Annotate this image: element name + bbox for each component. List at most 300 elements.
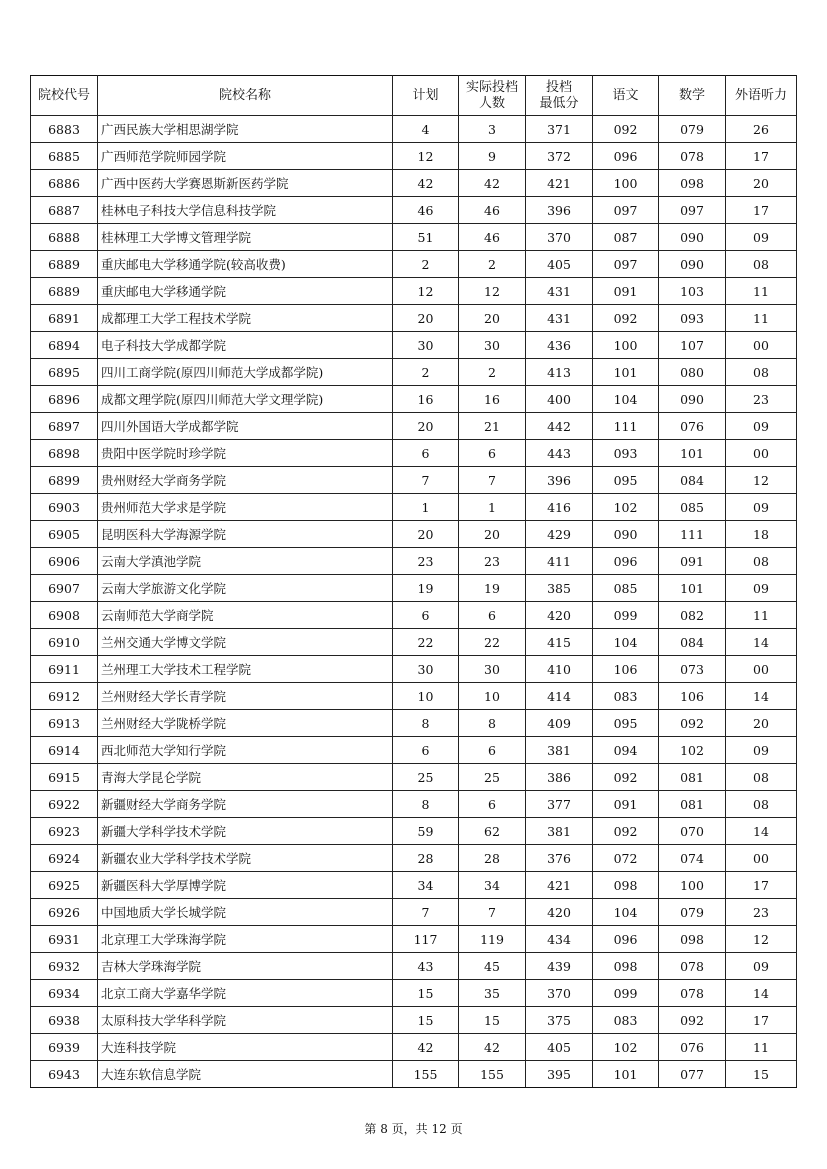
cell-plan: 23 [393, 548, 459, 575]
cell-code: 6887 [31, 197, 98, 224]
cell-chinese: 100 [593, 332, 659, 359]
cell-listening: 23 [726, 899, 797, 926]
cell-chinese: 102 [593, 1034, 659, 1061]
cell-code: 6891 [31, 305, 98, 332]
cell-listening: 17 [726, 1007, 797, 1034]
table-row [31, 305, 797, 332]
cell-code: 6914 [31, 737, 98, 764]
cell-name: 广西民族大学相思湖学院 [98, 116, 393, 143]
cell-math: 082 [659, 602, 726, 629]
cell-name: 新疆农业大学科学技术学院 [98, 845, 393, 872]
cell-name: 中国地质大学长城学院 [98, 899, 393, 926]
cell-chinese: 091 [593, 791, 659, 818]
cell-math: 092 [659, 710, 726, 737]
admission-score-table [30, 75, 797, 1088]
cell-plan: 15 [393, 980, 459, 1007]
table-row [31, 521, 797, 548]
cell-listening: 11 [726, 1034, 797, 1061]
cell-min-score: 411 [526, 548, 593, 575]
cell-min-score: 372 [526, 143, 593, 170]
cell-chinese: 091 [593, 278, 659, 305]
cell-name: 兰州财经大学陇桥学院 [98, 710, 393, 737]
cell-listening: 09 [726, 224, 797, 251]
cell-code: 6886 [31, 170, 98, 197]
cell-name: 西北师范大学知行学院 [98, 737, 393, 764]
cell-plan: 6 [393, 737, 459, 764]
cell-listening: 00 [726, 845, 797, 872]
cell-actual: 6 [459, 602, 526, 629]
cell-code: 6931 [31, 926, 98, 953]
cell-code: 6939 [31, 1034, 98, 1061]
cell-actual: 119 [459, 926, 526, 953]
cell-code: 6932 [31, 953, 98, 980]
table-row [31, 791, 797, 818]
cell-math: 084 [659, 467, 726, 494]
table-row [31, 359, 797, 386]
cell-actual: 30 [459, 656, 526, 683]
cell-listening: 20 [726, 170, 797, 197]
cell-chinese: 092 [593, 305, 659, 332]
header-name-label: 院校名称 [218, 87, 271, 103]
header-actual-line1: 实际投档 [465, 79, 518, 95]
cell-math: 073 [659, 656, 726, 683]
cell-code: 6943 [31, 1061, 98, 1088]
cell-listening: 08 [726, 548, 797, 575]
cell-plan: 2 [393, 251, 459, 278]
cell-min-score: 436 [526, 332, 593, 359]
table-body [31, 116, 797, 1088]
cell-math: 090 [659, 224, 726, 251]
cell-actual: 19 [459, 575, 526, 602]
cell-listening: 09 [726, 953, 797, 980]
cell-min-score: 381 [526, 818, 593, 845]
header-min-line2: 最低分 [539, 95, 579, 111]
cell-plan: 6 [393, 602, 459, 629]
header-listening [726, 76, 797, 116]
cell-min-score: 400 [526, 386, 593, 413]
cell-name: 云南大学滇池学院 [98, 548, 393, 575]
cell-math: 081 [659, 764, 726, 791]
table-row [31, 548, 797, 575]
cell-plan: 117 [393, 926, 459, 953]
cell-math: 079 [659, 899, 726, 926]
cell-math: 076 [659, 1034, 726, 1061]
cell-plan: 59 [393, 818, 459, 845]
cell-code: 6923 [31, 818, 98, 845]
cell-plan: 4 [393, 116, 459, 143]
header-math [659, 76, 726, 116]
cell-name: 云南师范大学商学院 [98, 602, 393, 629]
cell-code: 6934 [31, 980, 98, 1007]
table-row [31, 332, 797, 359]
cell-math: 101 [659, 575, 726, 602]
table-row [31, 899, 797, 926]
cell-listening: 08 [726, 791, 797, 818]
cell-listening: 09 [726, 494, 797, 521]
cell-math: 085 [659, 494, 726, 521]
cell-name: 大连东软信息学院 [98, 1061, 393, 1088]
cell-min-score: 405 [526, 251, 593, 278]
cell-listening: 17 [726, 197, 797, 224]
cell-actual: 30 [459, 332, 526, 359]
cell-actual: 23 [459, 548, 526, 575]
cell-actual: 1 [459, 494, 526, 521]
cell-math: 078 [659, 143, 726, 170]
cell-plan: 43 [393, 953, 459, 980]
cell-actual: 42 [459, 1034, 526, 1061]
table-row [31, 1034, 797, 1061]
cell-math: 101 [659, 440, 726, 467]
cell-chinese: 099 [593, 602, 659, 629]
cell-min-score: 414 [526, 683, 593, 710]
cell-math: 078 [659, 953, 726, 980]
cell-min-score: 431 [526, 305, 593, 332]
cell-listening: 17 [726, 872, 797, 899]
cell-chinese: 090 [593, 521, 659, 548]
cell-math: 092 [659, 1007, 726, 1034]
cell-min-score: 370 [526, 224, 593, 251]
cell-actual: 10 [459, 683, 526, 710]
cell-name: 桂林电子科技大学信息科技学院 [98, 197, 393, 224]
cell-name: 贵州财经大学商务学院 [98, 467, 393, 494]
cell-code: 6926 [31, 899, 98, 926]
cell-actual: 62 [459, 818, 526, 845]
cell-math: 091 [659, 548, 726, 575]
cell-code: 6906 [31, 548, 98, 575]
cell-plan: 8 [393, 710, 459, 737]
cell-actual: 21 [459, 413, 526, 440]
cell-name: 北京理工大学珠海学院 [98, 926, 393, 953]
cell-plan: 7 [393, 899, 459, 926]
cell-chinese: 098 [593, 872, 659, 899]
cell-min-score: 410 [526, 656, 593, 683]
cell-plan: 42 [393, 1034, 459, 1061]
cell-chinese: 101 [593, 1061, 659, 1088]
cell-chinese: 083 [593, 683, 659, 710]
cell-actual: 45 [459, 953, 526, 980]
cell-chinese: 098 [593, 953, 659, 980]
cell-plan: 20 [393, 413, 459, 440]
cell-listening: 15 [726, 1061, 797, 1088]
cell-math: 098 [659, 926, 726, 953]
cell-listening: 08 [726, 359, 797, 386]
header-min-line1: 投档 [545, 79, 572, 95]
cell-listening: 12 [726, 467, 797, 494]
table-row [31, 656, 797, 683]
cell-listening: 14 [726, 629, 797, 656]
cell-plan: 12 [393, 143, 459, 170]
cell-actual: 46 [459, 197, 526, 224]
cell-listening: 09 [726, 413, 797, 440]
cell-name: 新疆财经大学商务学院 [98, 791, 393, 818]
table-row [31, 710, 797, 737]
cell-min-score: 434 [526, 926, 593, 953]
cell-actual: 25 [459, 764, 526, 791]
cell-min-score: 381 [526, 737, 593, 764]
cell-code: 6911 [31, 656, 98, 683]
cell-name: 重庆邮电大学移通学院(较高收费) [98, 251, 393, 278]
cell-min-score: 413 [526, 359, 593, 386]
cell-min-score: 370 [526, 980, 593, 1007]
cell-actual: 12 [459, 278, 526, 305]
cell-name: 贵阳中医学院时珍学院 [98, 440, 393, 467]
cell-min-score: 377 [526, 791, 593, 818]
cell-code: 6895 [31, 359, 98, 386]
table-row [31, 980, 797, 1007]
cell-listening: 17 [726, 143, 797, 170]
cell-actual: 42 [459, 170, 526, 197]
cell-math: 097 [659, 197, 726, 224]
cell-name: 成都理工大学工程技术学院 [98, 305, 393, 332]
cell-actual: 20 [459, 305, 526, 332]
cell-chinese: 101 [593, 359, 659, 386]
cell-math: 106 [659, 683, 726, 710]
cell-chinese: 095 [593, 710, 659, 737]
cell-code: 6899 [31, 467, 98, 494]
cell-name: 广西中医药大学赛恩斯新医药学院 [98, 170, 393, 197]
cell-name: 广西师范学院师园学院 [98, 143, 393, 170]
table-row [31, 413, 797, 440]
cell-code: 6888 [31, 224, 98, 251]
cell-math: 090 [659, 386, 726, 413]
cell-min-score: 443 [526, 440, 593, 467]
cell-min-score: 386 [526, 764, 593, 791]
cell-chinese: 093 [593, 440, 659, 467]
cell-math: 103 [659, 278, 726, 305]
header-plan [393, 76, 459, 116]
cell-plan: 30 [393, 656, 459, 683]
header-code [31, 76, 98, 116]
cell-plan: 2 [393, 359, 459, 386]
cell-listening: 09 [726, 575, 797, 602]
cell-plan: 42 [393, 170, 459, 197]
cell-listening: 14 [726, 980, 797, 1007]
cell-chinese: 111 [593, 413, 659, 440]
cell-plan: 22 [393, 629, 459, 656]
cell-min-score: 431 [526, 278, 593, 305]
cell-min-score: 416 [526, 494, 593, 521]
cell-min-score: 396 [526, 467, 593, 494]
cell-name: 电子科技大学成都学院 [98, 332, 393, 359]
page-number: 第 8 页，共 12 页 [364, 1122, 463, 1136]
cell-math: 111 [659, 521, 726, 548]
cell-code: 6925 [31, 872, 98, 899]
cell-min-score: 409 [526, 710, 593, 737]
cell-name: 大连科技学院 [98, 1034, 393, 1061]
cell-name: 成都文理学院(原四川师范大学文理学院) [98, 386, 393, 413]
cell-actual: 28 [459, 845, 526, 872]
cell-min-score: 405 [526, 1034, 593, 1061]
header-code-label: 院校代号 [37, 87, 90, 103]
table-row [31, 953, 797, 980]
cell-actual: 6 [459, 737, 526, 764]
cell-math: 100 [659, 872, 726, 899]
cell-listening: 20 [726, 710, 797, 737]
table-row [31, 494, 797, 521]
cell-code: 6922 [31, 791, 98, 818]
table-row [31, 575, 797, 602]
cell-actual: 8 [459, 710, 526, 737]
cell-name: 太原科技大学华科学院 [98, 1007, 393, 1034]
cell-code: 6913 [31, 710, 98, 737]
cell-chinese: 092 [593, 116, 659, 143]
cell-name: 昆明医科大学海源学院 [98, 521, 393, 548]
cell-chinese: 094 [593, 737, 659, 764]
cell-min-score: 421 [526, 872, 593, 899]
cell-name: 兰州财经大学长青学院 [98, 683, 393, 710]
cell-actual: 35 [459, 980, 526, 1007]
cell-math: 081 [659, 791, 726, 818]
cell-math: 080 [659, 359, 726, 386]
cell-min-score: 396 [526, 197, 593, 224]
cell-chinese: 092 [593, 764, 659, 791]
cell-min-score: 421 [526, 170, 593, 197]
cell-min-score: 420 [526, 602, 593, 629]
cell-name: 兰州交通大学博文学院 [98, 629, 393, 656]
cell-listening: 08 [726, 764, 797, 791]
cell-code: 6897 [31, 413, 98, 440]
cell-actual: 15 [459, 1007, 526, 1034]
cell-math: 098 [659, 170, 726, 197]
table-row [31, 467, 797, 494]
cell-actual: 7 [459, 467, 526, 494]
cell-min-score: 375 [526, 1007, 593, 1034]
header-math-label: 数学 [678, 87, 705, 103]
cell-math: 102 [659, 737, 726, 764]
header-min-score [526, 76, 593, 116]
cell-name: 贵州师范大学求是学院 [98, 494, 393, 521]
table-row [31, 926, 797, 953]
cell-plan: 7 [393, 467, 459, 494]
table-row [31, 764, 797, 791]
cell-actual: 22 [459, 629, 526, 656]
cell-listening: 09 [726, 737, 797, 764]
cell-listening: 12 [726, 926, 797, 953]
cell-plan: 19 [393, 575, 459, 602]
cell-listening: 14 [726, 818, 797, 845]
cell-plan: 1 [393, 494, 459, 521]
table-row [31, 683, 797, 710]
cell-math: 084 [659, 629, 726, 656]
table-row [31, 386, 797, 413]
cell-listening: 26 [726, 116, 797, 143]
header-actual [459, 76, 526, 116]
cell-chinese: 087 [593, 224, 659, 251]
cell-name: 新疆医科大学厚博学院 [98, 872, 393, 899]
cell-name: 新疆大学科学技术学院 [98, 818, 393, 845]
cell-plan: 51 [393, 224, 459, 251]
cell-listening: 11 [726, 305, 797, 332]
cell-min-score: 376 [526, 845, 593, 872]
table-row [31, 602, 797, 629]
cell-listening: 00 [726, 332, 797, 359]
cell-actual: 2 [459, 251, 526, 278]
cell-chinese: 096 [593, 548, 659, 575]
table-row [31, 1061, 797, 1088]
table-row [31, 440, 797, 467]
table-row [31, 818, 797, 845]
cell-code: 6885 [31, 143, 98, 170]
cell-actual: 6 [459, 440, 526, 467]
cell-plan: 20 [393, 521, 459, 548]
cell-plan: 28 [393, 845, 459, 872]
cell-listening: 18 [726, 521, 797, 548]
cell-min-score: 420 [526, 899, 593, 926]
cell-chinese: 104 [593, 629, 659, 656]
cell-actual: 7 [459, 899, 526, 926]
cell-math: 078 [659, 980, 726, 1007]
table-row [31, 845, 797, 872]
cell-chinese: 096 [593, 143, 659, 170]
cell-min-score: 371 [526, 116, 593, 143]
table-row [31, 197, 797, 224]
cell-chinese: 102 [593, 494, 659, 521]
cell-chinese: 097 [593, 197, 659, 224]
cell-chinese: 095 [593, 467, 659, 494]
cell-code: 6889 [31, 278, 98, 305]
cell-plan: 12 [393, 278, 459, 305]
cell-code: 6903 [31, 494, 98, 521]
table-row [31, 170, 797, 197]
cell-listening: 14 [726, 683, 797, 710]
cell-code: 6905 [31, 521, 98, 548]
cell-code: 6924 [31, 845, 98, 872]
cell-actual: 155 [459, 1061, 526, 1088]
cell-code: 6938 [31, 1007, 98, 1034]
table-row [31, 278, 797, 305]
table-row [31, 1007, 797, 1034]
cell-plan: 30 [393, 332, 459, 359]
cell-plan: 34 [393, 872, 459, 899]
cell-chinese: 072 [593, 845, 659, 872]
cell-code: 6915 [31, 764, 98, 791]
cell-code: 6912 [31, 683, 98, 710]
cell-actual: 46 [459, 224, 526, 251]
table-row [31, 224, 797, 251]
cell-math: 076 [659, 413, 726, 440]
cell-chinese: 085 [593, 575, 659, 602]
cell-code: 6910 [31, 629, 98, 656]
cell-listening: 11 [726, 278, 797, 305]
cell-math: 079 [659, 116, 726, 143]
header-chinese-label: 语文 [612, 87, 639, 103]
header-plan-label: 计划 [412, 87, 439, 103]
cell-listening: 08 [726, 251, 797, 278]
cell-listening: 00 [726, 656, 797, 683]
cell-math: 090 [659, 251, 726, 278]
cell-name: 四川外国语大学成都学院 [98, 413, 393, 440]
cell-actual: 2 [459, 359, 526, 386]
table-header-row [31, 76, 797, 116]
cell-min-score: 395 [526, 1061, 593, 1088]
cell-chinese: 083 [593, 1007, 659, 1034]
cell-plan: 10 [393, 683, 459, 710]
cell-name: 桂林理工大学博文管理学院 [98, 224, 393, 251]
header-listening-label: 外语听力 [734, 87, 787, 103]
cell-name: 重庆邮电大学移通学院 [98, 278, 393, 305]
table-row [31, 251, 797, 278]
cell-name: 吉林大学珠海学院 [98, 953, 393, 980]
cell-name: 四川工商学院(原四川师范大学成都学院) [98, 359, 393, 386]
table-row [31, 872, 797, 899]
cell-code: 6889 [31, 251, 98, 278]
cell-actual: 9 [459, 143, 526, 170]
cell-min-score: 429 [526, 521, 593, 548]
cell-code: 6896 [31, 386, 98, 413]
cell-code: 6908 [31, 602, 98, 629]
cell-code: 6898 [31, 440, 98, 467]
cell-chinese: 097 [593, 251, 659, 278]
